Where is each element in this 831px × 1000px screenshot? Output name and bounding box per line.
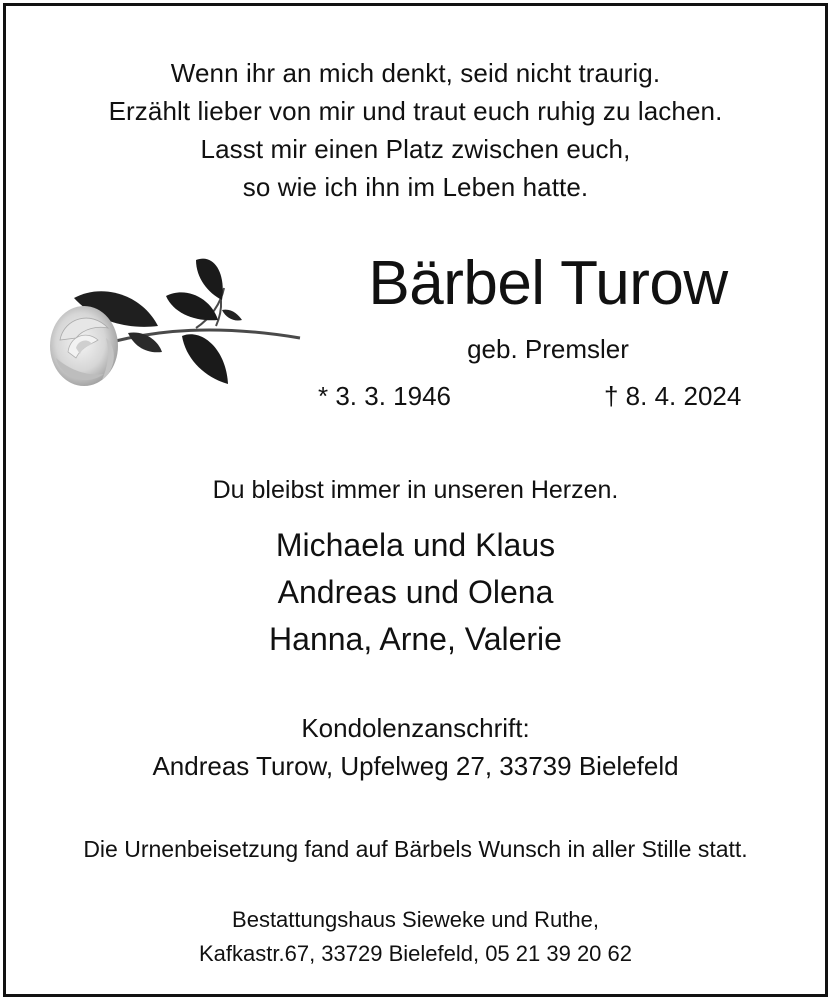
rose-leaf xyxy=(182,334,228,384)
rose-leaf xyxy=(196,259,223,300)
condolence-address: Andreas Turow, Upfelweg 27, 33739 Bielefeld xyxy=(152,751,679,781)
obituary-notice xyxy=(3,3,828,997)
memorial-verse xyxy=(6,54,825,206)
deceased-name: Bärbel Turow xyxy=(368,249,728,318)
funeral-home-address: Kafkastr.67, 33729 Bielefeld, 05 21 39 20 62 xyxy=(199,941,632,966)
verse-line: Wenn ihr an mich denkt, seid nicht traurig. xyxy=(170,58,661,88)
mourner-line: Andreas und Olena xyxy=(277,574,554,610)
birth-name: geb. Premsler xyxy=(467,334,629,364)
birth-date: * 3. 3. 1946 xyxy=(318,381,451,411)
funeral-home-name: Bestattungshaus Sieweke und Ruthe, xyxy=(232,907,599,932)
death-date: † 8. 4. 2024 xyxy=(604,381,742,411)
verse-line: so wie ich ihn im Leben hatte. xyxy=(242,172,589,202)
verse-line: Erzählt lieber von mir und traut euch ruhig zu lachen. xyxy=(108,96,723,126)
rose-icon xyxy=(46,248,308,398)
mourner-line: Michaela und Klaus xyxy=(275,527,556,563)
mourner-line: Hanna, Arne, Valerie xyxy=(269,621,562,657)
burial-note: Die Urnenbeisetzung fand auf Bärbels Wunsch in aller Stille statt. xyxy=(83,836,748,862)
rose-leaf xyxy=(166,292,218,320)
rose-leaf xyxy=(128,332,162,352)
motto: Du bleibst immer in unseren Herzen. xyxy=(212,476,619,504)
verse-line: Lasst mir einen Platz zwischen euch, xyxy=(200,134,631,164)
condolence-address-block xyxy=(6,709,825,785)
funeral-home-block xyxy=(6,903,825,971)
condolence-heading: Kondolenzanschrift: xyxy=(301,713,530,743)
mourners-list xyxy=(6,522,825,663)
